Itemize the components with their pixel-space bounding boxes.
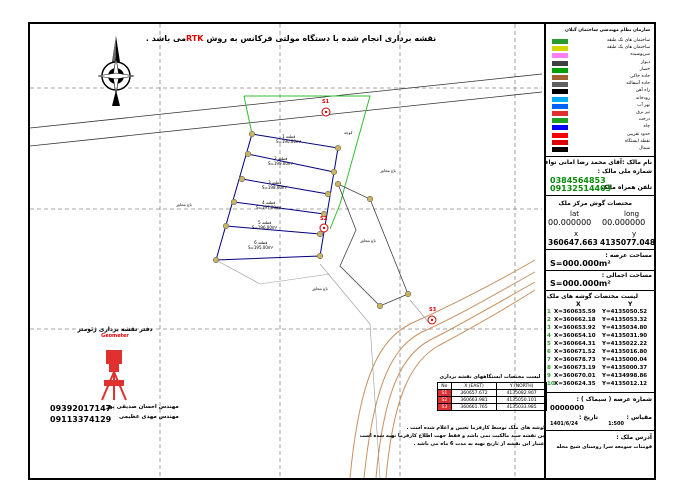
neighbor-label-3: باغ مجاور	[312, 286, 328, 291]
center-coords-title: مختصات گوش مرکز ملک	[558, 200, 632, 207]
corner-x: X=360635.59	[554, 309, 596, 315]
legend-swatch	[552, 133, 568, 138]
corner-x: X=360678.73	[554, 357, 596, 363]
legend-swatch	[552, 125, 568, 130]
plot-7-outline	[338, 184, 408, 306]
station-x: 360663.981	[451, 397, 496, 404]
corner-y: Y=4135012.12	[602, 381, 648, 387]
legend-label: رودخانه	[635, 95, 650, 101]
page-title: نقشه برداری انجام شده با دستگاه مولتی فرکانس به روش RTKمی باشد .	[145, 34, 437, 43]
legend-swatch	[552, 118, 568, 123]
legend-label: حصار	[639, 66, 650, 72]
owner-name-value: آقای محمد رضا امانی تواء	[545, 159, 622, 166]
legend-swatch	[552, 68, 568, 73]
phone-1: 09392017147	[50, 404, 112, 413]
note-1: گوشه های ملک توسط کارفرما تعیین و اعلام شده است .	[406, 425, 546, 431]
corner-index: 9	[547, 373, 551, 379]
x-label: x	[574, 230, 579, 238]
lat-label: lat	[570, 210, 579, 218]
station-y: 4135082.907	[497, 390, 547, 397]
plot-label-3: قطعه 3 S=198.00m²	[262, 180, 288, 190]
panel-header: سازمان نظام مهندسی ساختمان گیلان	[565, 28, 650, 33]
corner-y: Y=4135050.52	[602, 309, 648, 315]
legend-swatch	[552, 61, 568, 66]
legend-label: سرپوشیده	[630, 52, 650, 58]
plot-label-5: قطعه 5 S=196.00m²	[252, 220, 278, 230]
long-value: 00.000000	[602, 218, 646, 227]
legend-label: حدود تقریبی	[626, 131, 650, 137]
mobile-label: تلفن همراه مالک :	[597, 184, 652, 191]
date-value: 1401/6/24	[550, 421, 579, 427]
legend-label: نهر آب	[637, 102, 650, 108]
neighbor-label-1: باغ مجاور	[380, 168, 396, 173]
surveyor-logo-icon	[96, 348, 132, 402]
y-value: 4135077.048	[600, 238, 656, 247]
legend-swatch	[552, 140, 568, 145]
note-3: اعتبار این نقشه از تاریخ تهیه به مدت 6 ماه می باشد .	[413, 441, 546, 447]
scale-value: 1:500	[608, 421, 624, 427]
mobile-value: 09132514403	[550, 184, 612, 193]
divider	[546, 249, 654, 250]
note-2: این نقشه سند مالکیت نمی باشد و فقط جهت اطلاع کارفرما تهیه شده است	[359, 433, 546, 439]
corner-x: X=360654.10	[554, 333, 596, 339]
legend-swatch	[552, 89, 568, 94]
divider	[546, 270, 654, 271]
legend-label: ساختمان های تک طبقه	[606, 38, 650, 43]
corner-x: X=360662.18	[554, 317, 596, 323]
scale-label: مقیاس :	[626, 414, 652, 421]
corner-y: Y=4134998.86	[602, 373, 648, 379]
legend-swatch	[552, 82, 568, 87]
legend-swatch	[552, 75, 568, 80]
corner-index: 8	[547, 365, 551, 371]
y-label: y	[632, 230, 637, 238]
stations-table	[437, 382, 547, 411]
corner-x: X=360624.35	[554, 381, 596, 387]
x-head: X	[576, 301, 581, 308]
y-head: Y	[628, 301, 633, 308]
plot-label-4: قطعه 4 S=197.00m²	[256, 200, 282, 210]
legend-swatch	[552, 147, 568, 152]
stations-head: X (EAST)	[451, 383, 496, 390]
divider	[546, 392, 654, 393]
station-id: S1	[438, 390, 452, 397]
corner-index: 3	[547, 325, 551, 331]
station-tag-1: S1	[322, 99, 330, 105]
legend-swatch	[552, 104, 568, 109]
legend-label: راه آهن	[635, 88, 650, 94]
station-tag-2: S2	[320, 216, 328, 222]
corner-x: X=360653.92	[554, 325, 596, 331]
corner-x: X=360664.31	[554, 341, 596, 347]
office-name: دفتر نقشه برداری ژئومتر	[77, 326, 153, 333]
national-id-label: شماره ملی مالک :	[597, 168, 652, 175]
corner-index: 10	[547, 381, 555, 387]
legend-label: جاده آسفالته	[626, 81, 650, 87]
station-markers	[320, 108, 436, 324]
station-tag-3: S3	[429, 307, 437, 313]
area-arsa-value: S=000.000m²	[550, 259, 611, 268]
neighbor-label-4: باغ مجاور	[360, 238, 376, 243]
area-total-label: مساحت اجمالی :	[601, 272, 652, 279]
phone-numbers	[50, 404, 111, 424]
station-x: 360657.672	[451, 390, 496, 397]
legend-swatch	[552, 53, 568, 58]
stations-head: Y (NORTH)	[497, 383, 547, 390]
legend-label: چاه	[643, 124, 650, 130]
corner-index: 2	[547, 317, 551, 323]
plots-outline	[216, 134, 338, 260]
divider	[546, 290, 654, 291]
national-id-value: 0384564853	[550, 176, 606, 185]
corner-x: X=360673.19	[554, 365, 596, 371]
corner-y: Y=4135053.32	[602, 317, 648, 323]
corner-coords-title: لیست مختصات گوشه های ملک	[546, 293, 638, 300]
divider	[546, 195, 654, 196]
plot-label-2: قطعه 2 S=199.00m²	[268, 156, 294, 166]
legend-swatch	[552, 97, 568, 102]
lat-value: 00.000000	[548, 218, 592, 227]
archive-label: شماره عرصه ( سیماک ) :	[576, 396, 652, 403]
stations-head: No	[438, 383, 452, 390]
station-id: S2	[438, 397, 452, 404]
corner-x: X=360671.52	[554, 349, 596, 355]
corner-index: 1	[547, 309, 551, 315]
corner-y: Y=4135016.80	[602, 349, 648, 355]
corner-index: 6	[547, 349, 551, 355]
corner-index: 7	[547, 357, 551, 363]
engineer-2: مهندس مهدی عظیمی	[119, 414, 179, 420]
legend-swatch	[552, 39, 568, 44]
corner-index: 4	[547, 333, 551, 339]
legend-label: دیوار	[640, 59, 650, 65]
corner-y: Y=4135034.80	[602, 325, 648, 331]
corner-y: Y=4135000.37	[602, 365, 648, 371]
archive-value: 0000000	[550, 404, 585, 412]
legend-label: ساختمان های یک طبقه	[606, 45, 650, 51]
info-panel	[544, 24, 654, 478]
area-total-value: S=000.000m²	[550, 279, 611, 288]
legend-swatch	[552, 111, 568, 116]
corner-index: 5	[547, 341, 551, 347]
office-block	[60, 326, 170, 339]
stations-head-row	[438, 383, 547, 390]
address-value: فومنات سومعه سرا روستای شیخ محله	[556, 444, 652, 450]
corner-y: Y=4135000.04	[602, 357, 648, 363]
plot-label-6: قطعه 6 S=195.00m²	[248, 240, 274, 250]
legend-label: درخت	[638, 117, 650, 123]
station-y: 4135033.985	[497, 404, 547, 411]
corner-points	[213, 131, 411, 309]
legend-label: نقطه ایستگاه	[624, 138, 650, 144]
legend-label: تیر برق	[636, 110, 650, 115]
area-arsa-label: مساحت عرصه :	[605, 252, 652, 259]
road-label: کوچه	[344, 130, 353, 135]
legend-swatch	[552, 46, 568, 51]
divider	[546, 430, 654, 431]
engineers	[106, 404, 179, 420]
address-label: آدرس ملک :	[616, 434, 652, 441]
corner-x: X=360670.01	[554, 373, 596, 379]
table-row	[438, 404, 547, 411]
neighbor-label-2: باغ مجاور	[176, 202, 192, 207]
engineer-1: مهندس احسان صدیقی پور	[106, 404, 179, 410]
station-y: 4135050.101	[497, 397, 547, 404]
corner-y: Y=4135022.22	[602, 341, 648, 347]
owner-name-label: نام مالک :	[622, 159, 652, 166]
table-row	[438, 397, 547, 404]
station-id: S3	[438, 404, 452, 411]
notes	[330, 424, 546, 448]
office-brand: Geometer	[101, 333, 129, 339]
legend-label: شمال	[638, 146, 650, 151]
table-row	[438, 390, 547, 397]
station-x: 360661.765	[451, 404, 496, 411]
plot-label-1: قطعه 1 S=190.00m²	[276, 134, 302, 144]
legend-label: جاده خاکی	[630, 74, 650, 79]
date-label: تاریخ :	[578, 414, 598, 421]
x-value: 360647.663	[548, 238, 598, 247]
long-label: long	[624, 210, 640, 218]
divider	[546, 156, 654, 157]
phone-2: 09113374129	[50, 415, 112, 424]
corner-y: Y=4135031.90	[602, 333, 648, 339]
stations-title: لیست مختصات ایستگاههای نقشه برداری	[439, 374, 541, 380]
